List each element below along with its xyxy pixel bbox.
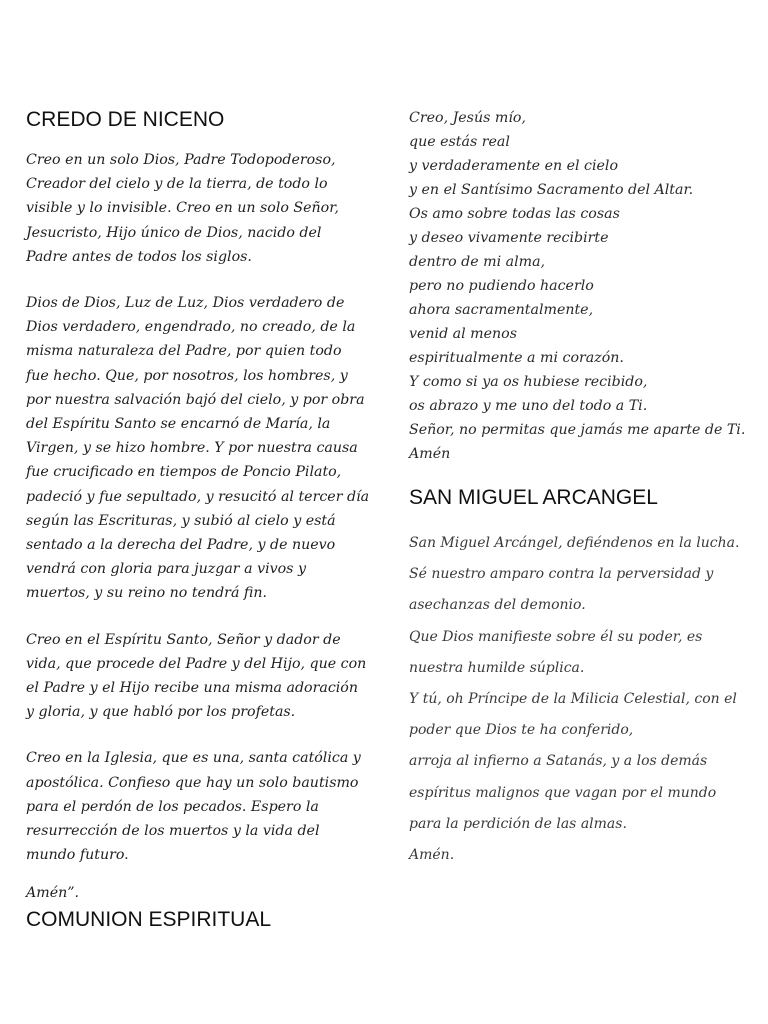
text-line: fue hecho. Que, por nosotros, los hombres, y <box>26 367 348 384</box>
text-line: Que Dios manifieste sobre él su poder, es <box>409 628 703 645</box>
text-line: y deseo vivamente recibirte <box>409 230 609 246</box>
text-line: vendrá con gloria para juzgar a vivos y <box>26 561 306 578</box>
text-line: por nuestra salvación bajó del cielo, y por obra <box>26 391 365 408</box>
text-line: del Espíritu Santo se encarnó de María, la <box>26 416 331 433</box>
text-line: sentado a la derecha del Padre, y de nuevo <box>26 537 336 554</box>
text-line: Creo en la Iglesia, que es una, santa católica y <box>26 750 361 767</box>
credo-paragraph-4 <box>26 746 376 867</box>
text-line: vida, que procede del Padre y del Hijo, que con <box>26 655 367 672</box>
text-line: Creo en un solo Dios, Padre Todopoderoso, <box>26 152 336 168</box>
san-miguel-title: SAN MIGUEL ARCANGEL <box>409 486 658 509</box>
text-line: Virgen, y se hizo hombre. Y por nuestra causa <box>26 440 358 457</box>
text-line: Sé nuestro amparo contra la perversidad y <box>409 566 714 583</box>
text-line: Creo en el Espíritu Santo, Señor y dador de <box>26 631 341 648</box>
text-line: para la perdición de las almas. <box>409 815 627 832</box>
text-line: asechanzas del demonio. <box>409 597 586 614</box>
text-line: arroja al infierno a Satanás, y a los demás <box>409 753 708 770</box>
text-line: mundo futuro. <box>26 847 129 864</box>
text-line: que estás real <box>409 134 510 150</box>
text-line: Amén”. <box>26 885 79 902</box>
text-line: espiritualmente a mi corazón. <box>409 350 624 366</box>
text-line: para el perdón de los pecados. Espero la <box>26 798 319 815</box>
text-line: Y tú, oh Príncipe de la Milicia Celestial, con el <box>409 691 737 708</box>
text-line: Creador del cielo y de la tierra, de todo lo <box>26 176 328 193</box>
text-line: resurrección de los muertos y la vida del <box>26 823 320 840</box>
text-line: nuestra humilde súplica. <box>409 659 585 676</box>
text-line: pero no pudiendo hacerlo <box>409 278 594 294</box>
text-line: Dios verdadero, engendrado, no creado, de la <box>26 319 356 336</box>
text-line: Señor, no permitas que jamás me aparte de Ti. <box>409 422 746 438</box>
text-line: venid al menos <box>409 326 517 342</box>
credo-paragraph-1 <box>26 148 376 269</box>
comunion-title: COMUNION ESPIRITUAL <box>26 907 272 931</box>
text-line: Y como si ya os hubiese recibido, <box>409 374 648 390</box>
text-line: poder que Dios te ha conferido, <box>409 722 634 739</box>
comunion-prayer <box>409 106 754 466</box>
text-line: Amén <box>409 446 451 462</box>
credo-paragraph-3 <box>26 628 376 725</box>
text-line: fue crucificado en tiempos de Poncio Pilato, <box>26 464 342 481</box>
text-line: apostólica. Confieso que hay un solo bautismo <box>26 774 359 791</box>
text-line: el Padre y el Hijo recibe una misma adoración <box>26 680 358 697</box>
text-line: visible y lo invisible. Creo en un solo Señor, <box>26 200 339 217</box>
text-line: misma naturaleza del Padre, por quien todo <box>26 343 342 360</box>
text-line: Amén. <box>409 847 455 864</box>
credo-title: CREDO DE NICENO <box>26 108 225 131</box>
text-line: y verdaderamente en el cielo <box>409 158 619 174</box>
text-line: espíritus malignos que vagan por el mundo <box>409 784 717 801</box>
text-line: ahora sacramentalmente, <box>409 302 594 318</box>
san-miguel-prayer <box>409 528 754 871</box>
text-line: San Miguel Arcángel, defiéndenos en la lucha. <box>409 535 740 551</box>
credo-amen <box>26 881 376 905</box>
text-line: y en el Santísimo Sacramento del Altar. <box>409 182 694 198</box>
text-line: muertos, y su reino no tendrá fin. <box>26 585 268 602</box>
text-line: y gloria, y que habló por los profetas. <box>26 704 296 721</box>
text-line: Creo, Jesús mío, <box>409 110 526 126</box>
credo-paragraph-2 <box>26 291 376 606</box>
text-line: padeció y fue sepultado, y resucitó al tercer día <box>26 488 370 505</box>
left-column <box>26 108 376 932</box>
text-line: dentro de mi alma, <box>409 254 546 270</box>
text-line: os abrazo y me uno del todo a Ti. <box>409 398 648 414</box>
text-line: Os amo sobre todas las cosas <box>409 206 620 222</box>
text-line: según las Escrituras, y subió al cielo y está <box>26 512 336 529</box>
right-column <box>409 106 754 871</box>
text-line: Jesucristo, Hijo único de Dios, nacido del <box>26 224 322 241</box>
text-line: Padre antes de todos los siglos. <box>26 248 252 265</box>
text-line: Dios de Dios, Luz de Luz, Dios verdadero de <box>26 295 345 312</box>
